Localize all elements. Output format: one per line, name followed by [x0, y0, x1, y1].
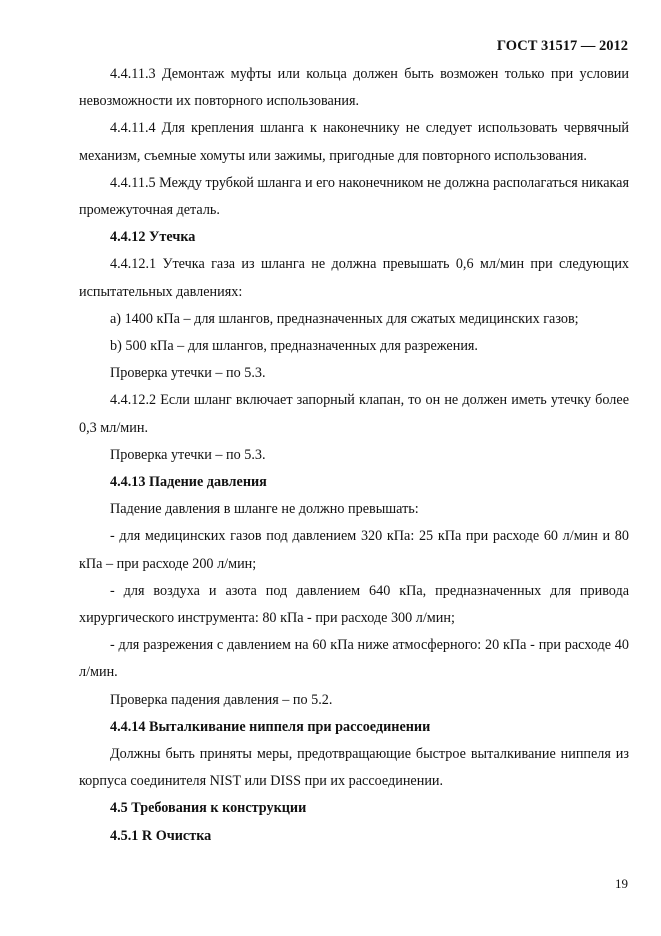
list-item-air-nitrogen: - для воздуха и азота под давлением 640 кПа, предназначенных для привода хирургического инструмента: 80 кПа - при расходе 300 л/мин; [79, 582, 629, 627]
list-item-a: a) 1400 кПа – для шлангов, предназначенных для сжатых медицинских газов; [110, 310, 579, 327]
page-body [79, 61, 629, 850]
section-heading-4-4-13: 4.4.13 Падение давления [110, 474, 267, 491]
section-heading-4-5-1: 4.5.1 R Очистка [110, 827, 212, 844]
paragraph-4-4-14: Должны быть приняты меры, предотвращающие быстрое выталкивание ниппеля из корпуса соединителя NIST или DISS при их рассоединении. [79, 746, 629, 790]
page-number: 19 [615, 876, 628, 891]
section-heading-4-4-12: 4.4.12 Утечка [110, 229, 196, 246]
paragraph-4-4-12-1: 4.4.12.1 Утечка газа из шланга не должна превышать 0,6 мл/мин при следующих испытательных давлениях: [79, 256, 629, 300]
document-header: ГОСТ 31517 — 2012 [496, 38, 628, 54]
paragraph-4-4-11-3: 4.4.11.3 Демонтаж муфты или кольца должен быть возможен только при условии невозможности их повторного использования. [79, 66, 629, 110]
list-item-medical-gases: - для медицинских газов под давлением 320 кПа: 25 кПа при расходе 60 л/мин и 80 кПа – при расходе 200 л/мин; [79, 528, 629, 572]
check-note: Проверка утечки – по 5.3. [110, 365, 266, 382]
paragraph-pressure-drop: Падение давления в шланге не должно превышать: [110, 501, 419, 518]
check-note: Проверка падения давления – по 5.2. [110, 691, 333, 708]
check-note: Проверка утечки – по 5.3. [110, 446, 266, 463]
paragraph-4-4-12-2: 4.4.12.2 Если шланг включает запорный клапан, то он не должен иметь утечку более 0,3 мл/мин. [79, 392, 629, 436]
list-item-vacuum: - для разрежения с давлением на 60 кПа ниже атмосферного: 20 кПа - при расходе 40 л/мин. [79, 637, 629, 681]
paragraph-4-4-11-4: 4.4.11.4 Для крепления шланга к наконечнику не следует использовать червячный механизм, съемные хомуты или зажимы, пригодные для повторного использования. [79, 120, 629, 164]
paragraph-4-4-11-5: 4.4.11.5 Между трубкой шланга и его наконечником не должна располагаться никакая промежуточная деталь. [79, 174, 629, 219]
list-item-b: b) 500 кПа – для шлангов, предназначенных для разрежения. [110, 338, 478, 355]
section-heading-4-4-14: 4.4.14 Выталкивание ниппеля при рассоединении [110, 718, 431, 735]
section-heading-4-5: 4.5 Требования к конструкции [110, 800, 307, 817]
